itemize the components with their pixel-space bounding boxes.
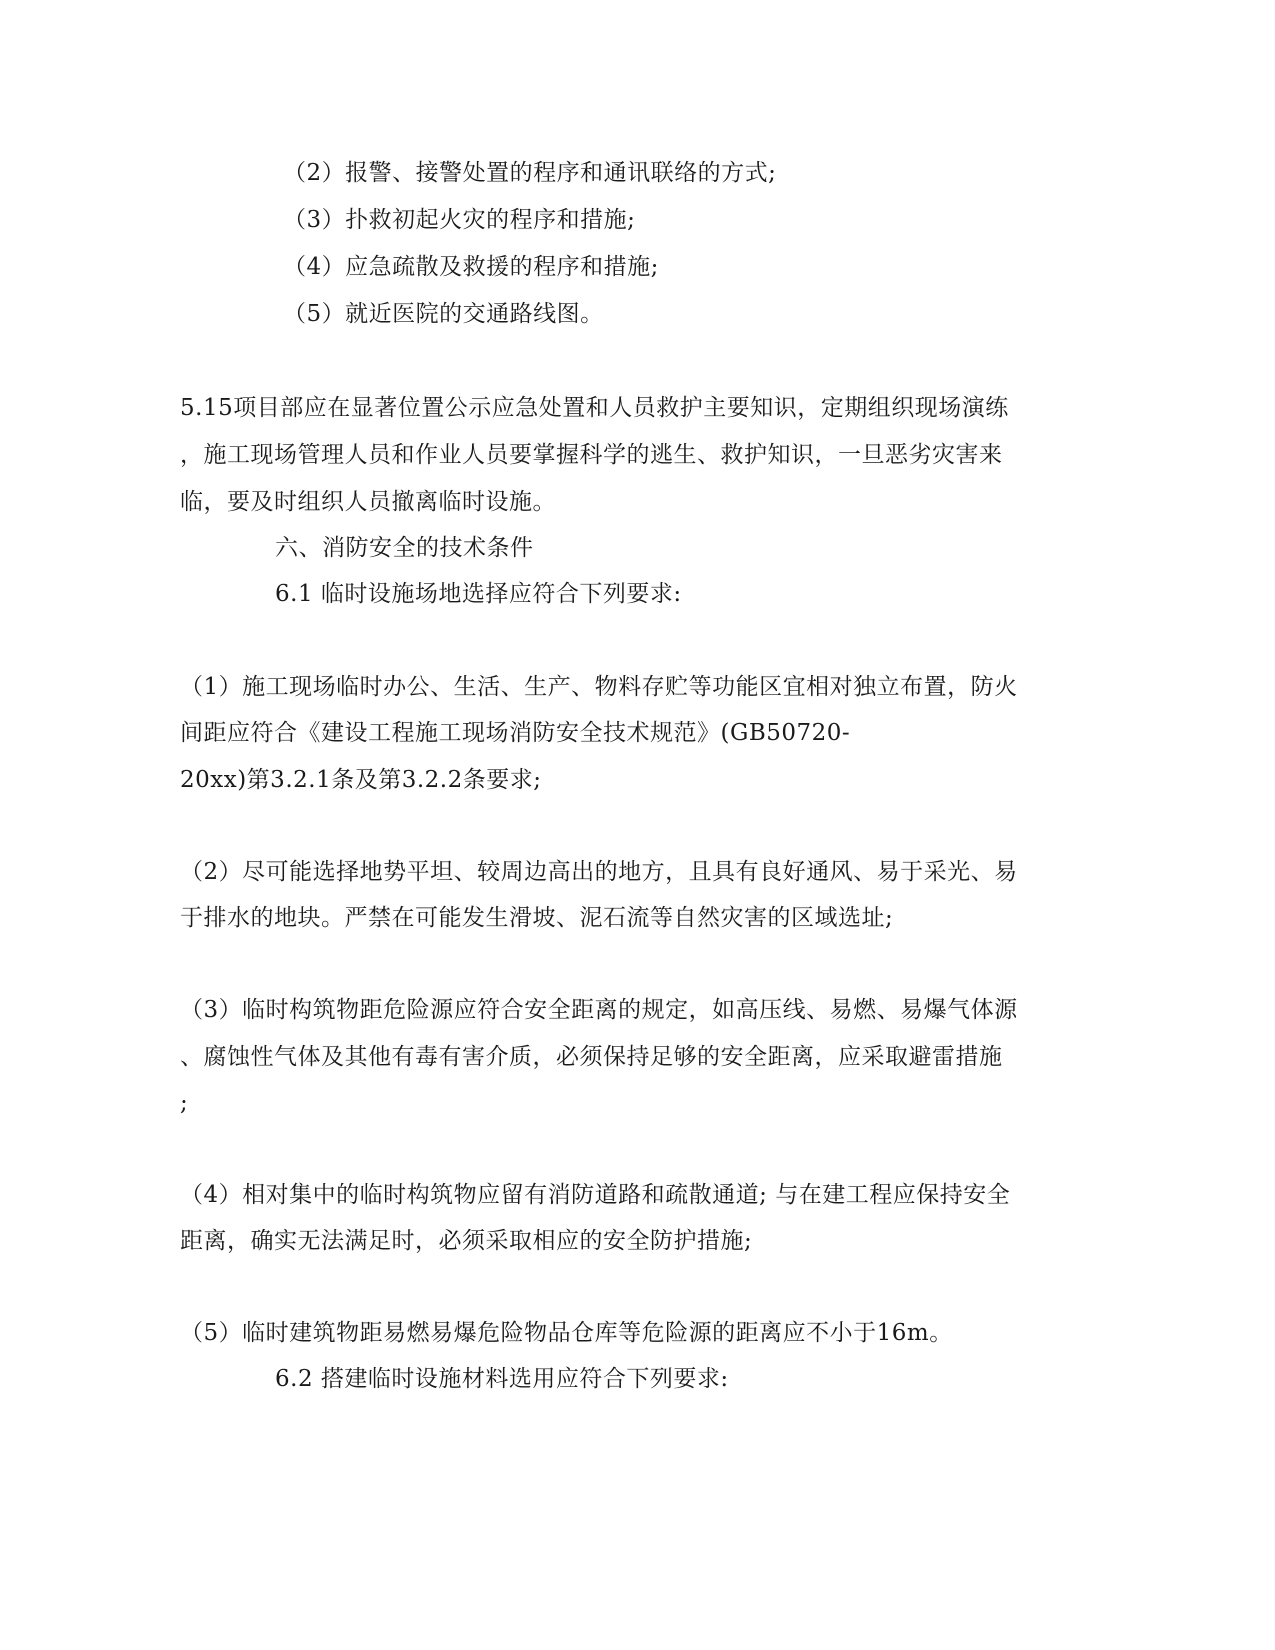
item-4-line-2: 距离，确实无法满足时，必须采取相应的安全防护措施; [180,1228,753,1254]
item-2-line-1: （2）尽可能选择地势平坦、较周边高出的地方，且具有良好通风、易于采光、易 [180,859,1018,885]
section-title: 六、消防安全的技术条件 [275,535,534,561]
list-item-hospital-route: （5）就近医院的交通路线图。 [283,301,604,327]
item-4-line-1: （4）相对集中的临时构筑物应留有消防道路和疏散通道; 与在建工程应保持安全 [180,1182,1011,1208]
item-3-line-1: （3）临时构筑物距危险源应符合安全距离的规定，如高压线、易燃、易爆气体源 [180,997,1018,1023]
item-2-line-2: 于排水的地块。严禁在可能发生滑坡、泥石流等自然灾害的区域选址; [180,905,894,931]
subsection-6-1-heading: 6.1 临时设施场地选择应符合下列要求: [275,581,682,607]
subsection-6-2-heading: 6.2 搭建临时设施材料选用应符合下列要求: [275,1366,729,1392]
list-item-evacuation-procedure: （4）应急疏散及救援的程序和措施; [283,254,659,280]
list-item-firefighting-procedure: （3）扑救初起火灾的程序和措施; [283,207,636,233]
item-1-line-3: 20xx)第3.2.1条及第3.2.2条要求; [180,767,542,793]
item-5: （5）临时建筑物距易燃易爆危险物品仓库等危险源的距离应不小于16m。 [180,1320,953,1346]
item-3-line-3: ; [180,1090,189,1116]
paragraph-5-15-line-2: ，施工现场管理人员和作业人员要掌握科学的逃生、救护知识，一旦恶劣灾害来 [180,442,1003,468]
item-1-line-1: （1）施工现场临时办公、生活、生产、物料存贮等功能区宜相对独立布置，防火 [180,674,1018,700]
item-3-line-2: 、腐蚀性气体及其他有毒有害介质，必须保持足够的安全距离，应采取避雷措施 [180,1044,1003,1070]
list-item-alarm-procedure: （2）报警、接警处置的程序和通讯联络的方式; [283,160,777,186]
item-1-line-2: 间距应符合《建设工程施工现场消防安全技术规范》(GB50720- [180,720,851,746]
paragraph-5-15-line-3: 临，要及时组织人员撤离临时设施。 [180,489,556,515]
paragraph-5-15-line-1: 5.15项目部应在显著位置公示应急处置和人员救护主要知识，定期组织现场演练 [180,395,1009,421]
